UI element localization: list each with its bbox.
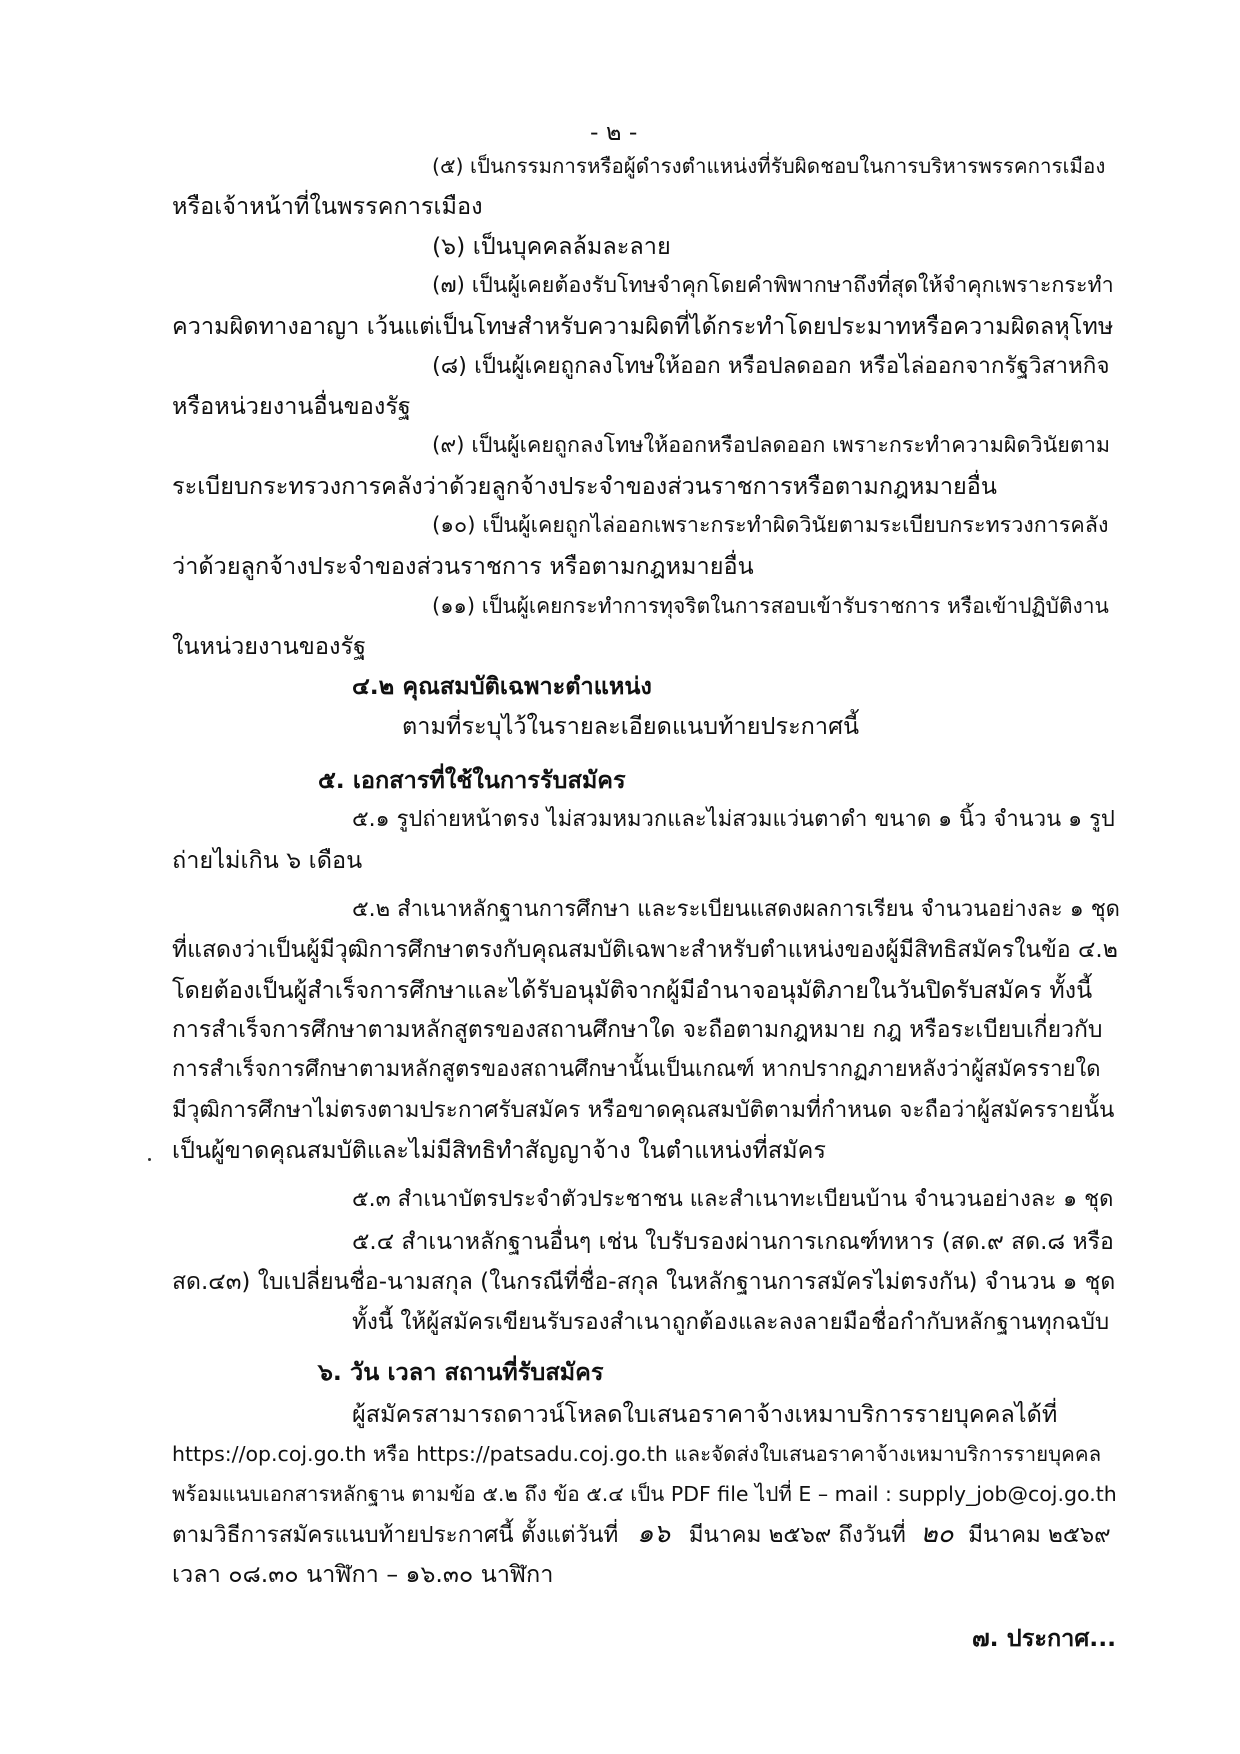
section-5-heading: ๕. เอกสารที่ใช้ในการรับสมัคร [318,766,626,794]
item-5-2-line-3: โดยต้องเป็นผู้สำเร็จการศึกษาและได้รับอนุมัติจากผู้มีอำนาจอนุมัติภายในวันปิดรับสมัคร ทั้งนี้ [172,976,1093,1004]
item-5-2-line-4: การสำเร็จการศึกษาตามหลักสูตรของสถานศึกษาใด จะถือตามกฎหมาย กฎ หรือระเบียบเกี่ยวกับ [172,1017,1103,1043]
item-5-2-line-2: ที่แสดงว่าเป็นผู้มีวุฒิการศึกษาตรงกับคุณสมบัติเฉพาะสำหรับตำแหน่งของผู้มีสิทธิสมัครในข้อ ๔.๒ [172,937,1118,963]
item-5-2-line-5: การสำเร็จการศึกษาตามหลักสูตรของสถานศึกษานั้นเป็นเกณฑ์ หากปรากฏภายหลังว่าผู้สมัครรายใด [172,1057,1101,1082]
section-6-line-1: ผู้สมัครสามารถดาวน์โหลดใบเสนอราคาจ้างเหมาบริการรายบุคคลได้ที่ [352,1400,1058,1428]
item-5-3: ๕.๓ สำเนาบัตรประจำตัวประชาชน และสำเนาทะเบียนบ้าน จำนวนอย่างละ ๑ ชุด [352,1187,1114,1212]
certification-note: ทั้งนี้ ให้ผู้สมัครเขียนรับรองสำเนาถูกต้องและลงลายมือชื่อกำกับหลักฐานทุกฉบับ [352,1309,1110,1335]
date-text-mid: มีนาคม ๒๕๖๙ ถึงวันที่ [688,1522,906,1548]
item-7-line-1: (๗) เป็นผู้เคยต้องรับโทษจำคุกโดยคำพิพากษาถึงที่สุดให้จำคุกเพราะกระทำ [432,273,1114,298]
handwritten-start-day: ๑๖ [637,1519,671,1549]
item-5-line-2: หรือเจ้าหน้าที่ในพรรคการเมือง [172,192,483,220]
stray-mark [148,1158,151,1161]
item-5-1-line-1: ๕.๑ รูปถ่ายหน้าตรง ไม่สวมหมวกและไม่สวมแว่นตาดำ ขนาด ๑ นิ้ว จำนวน ๑ รูป [352,807,1115,832]
item-6: (๖) เป็นบุคคลล้มละลาย [432,232,671,260]
item-11-line-1: (๑๑) เป็นผู้เคยกระทำการทุจริตในการสอบเข้ารับราชการ หรือเข้าปฏิบัติงาน [432,594,1109,618]
item-9-line-2: ระเบียบกระทรวงการคลังว่าด้วยลูกจ้างประจำของส่วนราชการหรือตามกฎหมายอื่น [172,472,997,500]
section-6-line-2: https://op.coj.go.th หรือ https://patsadu.coj.go.th และจัดส่งใบเสนอราคาจ้างเหมาบริการรายบุคคล [172,1442,1102,1466]
section-4-2-text: ตามที่ระบุไว้ในรายละเอียดแนบท้ายประกาศนี้ [402,712,860,740]
item-9-line-1: (๙) เป็นผู้เคยถูกลงโทษให้ออกหรือปลดออก เพราะกระทำความผิดวินัยตาม [432,433,1111,458]
section-6-heading: ๖. วัน เวลา สถานที่รับสมัคร [318,1358,604,1386]
item-5-2-line-7: เป็นผู้ขาดคุณสมบัติและไม่มีสิทธิทำสัญญาจ้าง ในตำแหน่งที่สมัคร [172,1136,827,1164]
item-10-line-1: (๑๐) เป็นผู้เคยถูกไล่ออกเพราะกระทำผิดวินัยตามระเบียบกระทรวงการคลัง [432,513,1109,538]
item-5-line-1: (๕) เป็นกรรมการหรือผู้ดำรงตำแหน่งที่รับผิดชอบในการบริหารพรรคการเมือง [432,154,1106,178]
section-6-line-3: พร้อมแนบเอกสารหลักฐาน ตามข้อ ๕.๒ ถึง ข้อ ๕.๔ เป็น PDF file ไปที่ E – mail : supply_job@coj.go.th [172,1482,1117,1506]
item-5-1-line-2: ถ่ายไม่เกิน ๖ เดือน [172,846,363,874]
item-5-2-line-1: ๕.๒ สำเนาหลักฐานการศึกษา และระเบียนแสดงผลการเรียน จำนวนอย่างละ ๑ ชุด [352,897,1120,922]
date-text-end: มีนาคม ๒๕๖๙ [968,1522,1111,1548]
item-11-line-2: ในหน่วยงานของรัฐ [172,632,367,660]
continuation-marker: ๗. ประกาศ... [972,1624,1117,1652]
item-5-2-line-6: มีวุฒิการศึกษาไม่ตรงตามประกาศรับสมัคร หรือขาดคุณสมบัติตามที่กำหนด จะถือว่าผู้สมัครรายนั้น [172,1097,1115,1123]
item-5-4-line-2: สด.๔๓) ใบเปลี่ยนชื่อ-นามสกุล (ในกรณีที่ชื่อ-สกุล ในหลักฐานการสมัครไม่ตรงกัน) จำนวน ๑ ชุด [172,1269,1116,1295]
item-10-line-2: ว่าด้วยลูกจ้างประจำของส่วนราชการ หรือตามกฎหมายอื่น [172,552,754,580]
handwritten-end-day: ๒๐ [920,1519,954,1549]
section-6-line-4 [172,1514,1111,1555]
section-4-2-heading: ๔.๒ คุณสมบัติเฉพาะตำแหน่ง [352,672,652,700]
page-number: - ๒ - [590,118,638,146]
item-5-4-line-1: ๕.๔ สำเนาหลักฐานอื่นๆ เช่น ใบรับรองผ่านการเกณฑ์ทหาร (สด.๙ สด.๘ หรือ [352,1229,1114,1255]
item-7-line-2: ความผิดทางอาญา เว้นแต่เป็นโทษสำหรับความผิดที่ได้กระทำโดยประมาทหรือความผิดลหุโทษ [172,312,1114,340]
section-6-line-5: เวลา ๐๘.๓๐ นาฬิกา – ๑๖.๓๐ นาฬิกา [172,1560,554,1588]
item-8-line-1: (๘) เป็นผู้เคยถูกลงโทษให้ออก หรือปลดออก หรือไล่ออกจากรัฐวิสาหกิจ [432,353,1110,379]
item-8-line-2: หรือหน่วยงานอื่นของรัฐ [172,392,411,420]
date-text-start: ตามวิธีการสมัครแนบท้ายประกาศนี้ ตั้งแต่วันที่ [172,1522,619,1548]
